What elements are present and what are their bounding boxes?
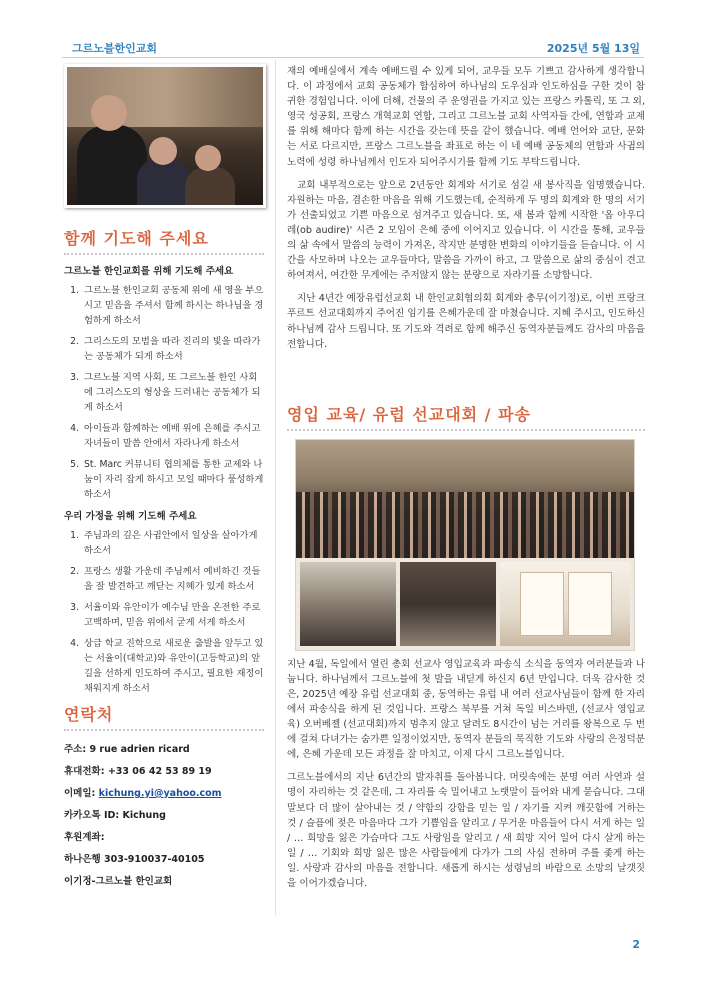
family-photo [64, 64, 266, 208]
contact-section-title: 연락처 [64, 705, 114, 724]
body-paragraph: 지난 4월, 독일에서 열린 총회 선교사 영입교육과 파송식 소식을 동역자 여러분들과 나눕니다. 하나님께서 그르노블에 첫 발을 내딛게 하신지 6년 만입니다. 더욱 감사한 것은, 2025년 예장 유럽 선교대회 중, 동역하는 유럽 내 여러 선교사님들이 함께 한 자리에서 파송식을 하게 된 것입니다. 프랑스 북부를 거쳐 독일 비스바덴, (선교사 영입교육) 오버베젤 (선교대회)까지 멈추지 않고 달려도 8시간이 넘는 거리를 왕복으로 두 번에 걸쳐 다녀가는 숨가쁜 일정이었지만, 동역자 분들의 묵직한 기도와 사랑의 은정덕분에, 은혜 가운데 모든 과정을 잘 마치고, 이제 다시 그르노블입니다. [287, 658, 645, 761]
list-item: 4. 상급 학교 진학으로 새로운 출발을 앞두고 있는 서율이(대학교)와 유안이(고등학교)의 앞 길을 선하게 인도하여 주시고, 필요한 재정이 채워지게 하소서 [82, 636, 264, 696]
issue-date: 2025년 5월 13일 [546, 42, 640, 55]
church-name: 그르노블한인교회 [72, 42, 158, 55]
contact-account: 하나은행 303-910037-40105 [64, 854, 205, 865]
list-item: 5. St. Marc 커뮤니티 협의체를 통한 교제와 나눔이 자리 잡게 하시고 모일 때마다 풍성하게 하소서 [82, 457, 264, 502]
church-prayer-list [64, 283, 264, 502]
email-label: 이메일: [64, 788, 99, 799]
body-paragraph: 지난 4년간 예장유럽선교회 내 한인교회협의회 회계와 총무(이기정)로, 이번 프랑크푸르트 선교대회까지 주어진 임기를 은혜가운데 잘 마쳤습니다. 지혜 주시고, 인도하신 하나님께 감사 드립니다. 또 기도와 격려로 함께 해주신 동역자분들께도 감사의 마음을 전합니다. [287, 293, 645, 350]
contact-account-label: 후원계좌: [64, 832, 105, 843]
family-prayer-list [64, 528, 264, 696]
church-prayer-title: 그르노블 한인교회를 위해 기도해 주세요 [64, 266, 234, 277]
contact-email-row [64, 783, 264, 805]
left-column [64, 64, 264, 893]
list-item: 2. 그리스도의 모범을 따라 진리의 빛을 따라가는 공동체가 되게 하소서 [82, 334, 264, 364]
list-item: 1. 주님과의 깊은 사귐안에서 일상을 살아가게 하소서 [82, 528, 264, 558]
dotted-divider [64, 729, 264, 731]
page-number: 2 [632, 938, 640, 951]
column-divider [275, 60, 276, 915]
prayer-section-title: 함께 기도해 주세요 [64, 229, 209, 248]
header-divider [62, 57, 644, 58]
dotted-divider [287, 429, 645, 431]
mission-photo-collage [295, 439, 635, 651]
right-column [287, 64, 645, 899]
body-paragraph: 재의 예배실에서 계속 예배드릴 수 있게 되어, 교우들 모두 기쁘고 감사하게 생각합니다. 이 과정에서 교회 공동체가 합심하여 하나님의 도우심과 인도하심을 구한 것이 참 귀한 경험입니다. 이에 더해, 건물의 주 운영권을 가지고 있는 프랑스 카톨릭, 또 그 외, 영국 성공회, 프랑스 개혁교회 연합, 그리고 그르노블 교회 사역자들 간에, 연합과 교제를 위해 해마다 함께 하는 시간을 갖는데 뜻을 같이 했습니다. 예배 언어와 교단, 문화는 서로 다르지만, 프랑스 그르노블을 좌표로 하는 이 네 예배 공동체의 연합과 사귐의 노력에 성령 하나님께서 인도자 되어주시기를 함께 기도 부탁드립니다. [287, 66, 645, 168]
body-paragraph: 교회 내부적으로는 앞으로 2년동안 회계와 서기로 섬길 새 봉사직을 임명했습니다. 자원하는 마음, 겸손한 마음을 위해 기도했는데, 순적하게 두 명의 회계와 한 명의 서기가 선출되었고 기쁜 마음으로 섬겨주고 있습니다. 또, 새 봄과 함께 시작한 '옵 아우디레(ob audire)' 시즌 2 모임이 은혜 중에 이어지고 있습니다. 이 시간을 통해, 교우들의 삶 속에서 말씀의 능력이 가져온, 작지만 분명한 변화의 이야기들을 듣습니다. 이 시간을 사모하며 나오는 교우들마다, 말씀을 가까이 하고, 그 말씀으로 삶의 중심이 견고하여져서, 여간한 무게에는 주저않지 않는 분량으로 자라기를 소망합니다. [287, 179, 645, 282]
dotted-divider [64, 253, 264, 255]
list-item: 4. 아이들과 함께하는 예배 위에 은혜를 주시고 자녀들이 말씀 안에서 자라나게 하소서 [82, 421, 264, 451]
contact-account-holder: 이기정-그르노블 한인교회 [64, 876, 173, 887]
list-item: 3. 그르노블 지역 사회, 또 그르노블 한인 사회에 그리스도의 형상을 드러내는 공동체가 되게 하소서 [82, 370, 264, 415]
family-prayer-title: 우리 가정을 위해 기도해 주세요 [64, 511, 197, 522]
contact-block [64, 739, 264, 893]
list-item: 2. 프랑스 생활 가운데 주님께서 예비하긴 것들을 잘 발견하고 깨닫는 지혜가 있게 하소서 [82, 564, 264, 594]
contact-phone: 휴대전화: +33 06 42 53 89 19 [64, 766, 212, 777]
email-link[interactable]: kichung.yi@yahoo.com [98, 788, 222, 799]
mission-section-title: 영입 교육/ 유럽 선교대회 / 파송 [287, 404, 532, 424]
body-paragraph: 그르노블에서의 지난 6년간의 발자취를 돌아봅니다. 머릿속에는 분명 여러 사연과 설명이 자리하는 것 같은데, 그 자리를 숙 밀어내고 노랫말이 들어와 내게 묻습니다. 그대 말보다 더 많이 살아내는 것 / 약함의 강함을 믿는 일 / 자기를 지켜 깨끗함에 거하는 것 / 슬픔에 젖은 마음마다 그가 기쁨임을 알리고 / 무거운 마음들어 다시 서게 하는 일 / … 희망을 잃은 가슴마다 그도 사랑임을 알리고 / 새 희망 지어 일어 다시 살게 하는 일 / … 기회와 희망 잃은 많은 사람들에게 다가가 그의 사심 전하며 주를 좇게 하는 일. 사랑과 감사의 마음을 전합니다. 새롭게 하시는 성령님의 바람으로 소망의 날갯짓을 이어가겠습니다. [287, 772, 645, 889]
contact-address: 주소: 9 rue adrien ricard [64, 744, 190, 755]
contact-kakao: 카카오톡 ID: Kichung [64, 810, 166, 821]
list-item: 3. 서율이와 유안이가 예수님 만을 온전한 주로 고백하며, 믿음 위에서 굳게 서게 하소서 [82, 600, 264, 630]
list-item: 1. 그르노블 한인교회 공동체 위에 새 영을 부으시고 믿음을 주셔서 함께 하시는 하나님을 경험하게 하소서 [82, 283, 264, 328]
